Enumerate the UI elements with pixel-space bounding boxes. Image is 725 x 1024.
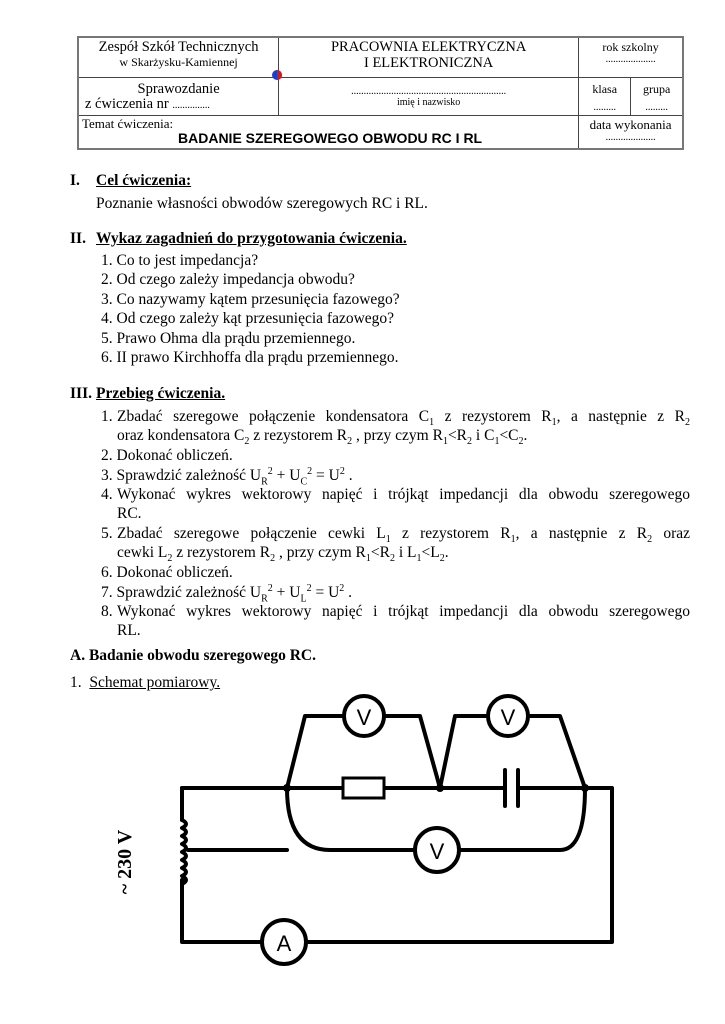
date-field[interactable]: .................... [605, 131, 656, 143]
school-year-field[interactable]: .................... [605, 54, 656, 66]
voltmeter-icon [488, 696, 528, 736]
step7: 7. Sprawdzić zależność $U_R^2 + U_L^2 = U^2$ . [101, 583, 353, 605]
step6: Dokonać obliczeń. [116, 564, 233, 581]
step8-line1: Wykonać wykres wektorowy napięć i trójkąt impedancji dla obwodu szeregowego [117, 603, 690, 620]
list-item: 4. Od czego zależy kąt przesunięcia fazowego? [101, 310, 395, 327]
step5-line1: Zbadać szeregowe połączenie cewki $L_1$ z rezystorem $R_1$, a następnie z $R_2$ oraz [117, 525, 690, 546]
school-city: w Skarżysku-Kamiennej [119, 54, 238, 69]
step8-line2: RL. [117, 622, 141, 639]
school-year-label: rok szkolny [602, 40, 659, 54]
step4-line1: Wykonać wykres wektorowy napięć i trójkąt impedancji dla obwodu szeregowego [117, 486, 690, 503]
section1-title: Cel ćwiczenia: [96, 172, 192, 189]
list-item: 6. II prawo Kirchhoffa dla prądu przemiennego. [101, 349, 399, 366]
step1-line2: oraz kondensatora $C_2$ z rezystorem $R_2$ , przy czym $R_1<R_2$ i $C_1<C_2$. [117, 427, 528, 448]
school-name: Zespół Szkół Technicznych [98, 39, 259, 55]
lab-line1: PRACOWNIA ELEKTRYCZNA [330, 39, 527, 55]
topic-title: BADANIE SZEREGOWEGO OBWODU RC I RL [178, 129, 483, 146]
lab-line2: I ELEKTRONICZNA [364, 54, 494, 71]
svg-text:V: V [500, 705, 516, 730]
list-item: 3. Co nazywamy kątem przesunięcia fazowego? [101, 291, 400, 308]
class-label: klasa [592, 81, 618, 96]
step5-line2: cewki $L_2$ z rezystorem $R_2$ , przy czym $R_1<R_2$ i $L_1<L_2$. [117, 544, 449, 565]
group-field[interactable]: ......... [645, 101, 668, 113]
sectionA-sub1: 1. Schemat pomiarowy. [70, 674, 221, 691]
ammeter-icon [262, 920, 306, 964]
topic-label: Temat ćwiczenia: [82, 115, 174, 131]
section1-text: Poznanie własności obwodów szeregowych RC i RL. [96, 195, 428, 212]
report-label: Sprawozdanie [137, 80, 220, 97]
exercise-no-label: z ćwiczenia nr [85, 96, 169, 113]
name-field[interactable]: .............................................................. [351, 85, 507, 97]
section2-number: II. [70, 230, 86, 247]
svg-text:V: V [429, 839, 445, 864]
exercise-no-field[interactable]: ............... [172, 100, 210, 112]
voltmeter-icon [344, 696, 384, 736]
step1-line1: Zbadać szeregowe połączenie kondensatora $C_1$ z rezystorem $R_1$, a następnie z $R_2$ [117, 408, 690, 429]
step2: Dokonać obliczeń. [116, 447, 233, 464]
section3-number: III. [70, 385, 92, 402]
list-item: 5. Prawo Ohma dla prądu przemiennego. [101, 330, 356, 347]
list-item: 2. Od czego zależy impedancja obwodu? [101, 271, 355, 288]
date-label: data wykonania [589, 116, 672, 132]
source-voltage-label: ~ 230 V [114, 829, 136, 895]
section3-title: Przebieg ćwiczenia. [96, 385, 226, 402]
voltmeter-icon [415, 828, 459, 872]
list-item: 1. Co to jest impedancja? [101, 252, 259, 269]
svg-text:V: V [356, 705, 372, 730]
resistor-icon [343, 778, 384, 798]
section2-title: Wykaz zagadnień do przygotowania ćwiczenia. [96, 230, 407, 247]
step4-line2: RC. [117, 505, 142, 522]
group-label: grupa [642, 81, 671, 96]
name-label: imię i nazwisko [396, 96, 461, 108]
class-field[interactable]: ......... [593, 101, 616, 113]
sectionA-title: A. Badanie obwodu szeregowego RC. [70, 647, 316, 664]
section1-number: I. [70, 172, 80, 189]
svg-text:A: A [276, 931, 292, 956]
step3: 3. Sprawdzić zależność $U_R^2 + U_C^2 = U^2$ . [101, 466, 353, 488]
